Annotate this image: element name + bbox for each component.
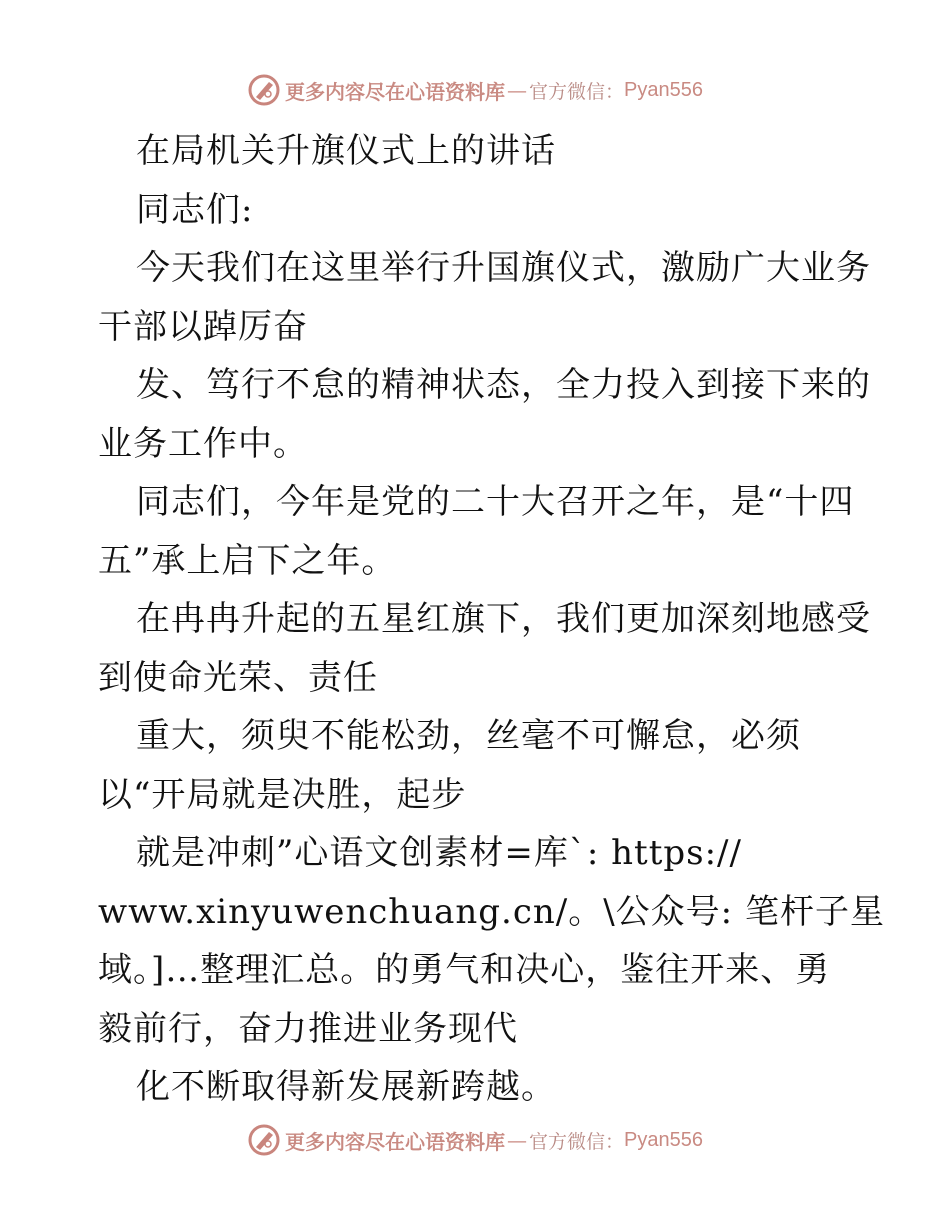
paragraph-line: 毅前行，奋力推进业务现代 — [98, 1008, 518, 1049]
banner-dash: — — [507, 78, 527, 102]
paragraph-line: 业务工作中。 — [98, 423, 308, 464]
document-body — [98, 122, 885, 1117]
paragraph-line: 重大，须臾不能松劲，丝毫不可懈怠，必须 — [136, 716, 801, 756]
pen-logo-icon — [247, 73, 281, 107]
paragraph-line: 化不断取得新发展新跨越。 — [136, 1067, 556, 1107]
salutation: 同志们: — [136, 189, 254, 230]
header-watermark-banner — [0, 70, 950, 110]
paragraph-line: 五”承上启下之年。 — [98, 540, 397, 581]
banner-official-label: 官方微信： — [529, 80, 625, 103]
banner-official-label: 官方微信： — [529, 1130, 625, 1153]
paragraph-line: 以“开局就是决胜，起步 — [98, 774, 467, 815]
footer-watermark-banner — [0, 1120, 950, 1160]
banner-wechat-id: Pyan556 — [624, 78, 703, 101]
paragraph-line: 就是冲刺”心语文创素材=库`: https:// — [136, 833, 742, 873]
paragraph-line: 域。]…整理汇总。的勇气和决心，鉴往开来、勇 — [98, 950, 831, 990]
banner-wechat-id: Pyan556 — [624, 1128, 703, 1151]
paragraph-line: 到使命光荣、责任 — [98, 657, 378, 698]
banner-main-text: 更多内容尽在心语资料库 — [285, 1129, 505, 1154]
banner-main-text: 更多内容尽在心语资料库 — [285, 79, 505, 104]
paragraph-line: 发、笃行不怠的精神状态，全力投入到接下来的 — [136, 365, 871, 405]
paragraph-line: 今天我们在这里举行升国旗仪式，激励广大业务 — [136, 248, 871, 288]
paragraph-line: 同志们，今年是党的二十大召开之年，是“十四 — [136, 482, 855, 522]
paragraph-line: 干部以踔厉奋 — [98, 306, 308, 347]
banner-dash: — — [507, 1128, 527, 1152]
pen-logo-icon — [247, 1123, 281, 1157]
document-title: 在局机关升旗仪式上的讲话 — [136, 131, 556, 171]
paragraph-line-url: www.xinyuwenchuang.cn/。\公众号: 笔杆子星 — [98, 891, 885, 932]
paragraph-line: 在冉冉升起的五星红旗下，我们更加深刻地感受 — [136, 599, 871, 639]
